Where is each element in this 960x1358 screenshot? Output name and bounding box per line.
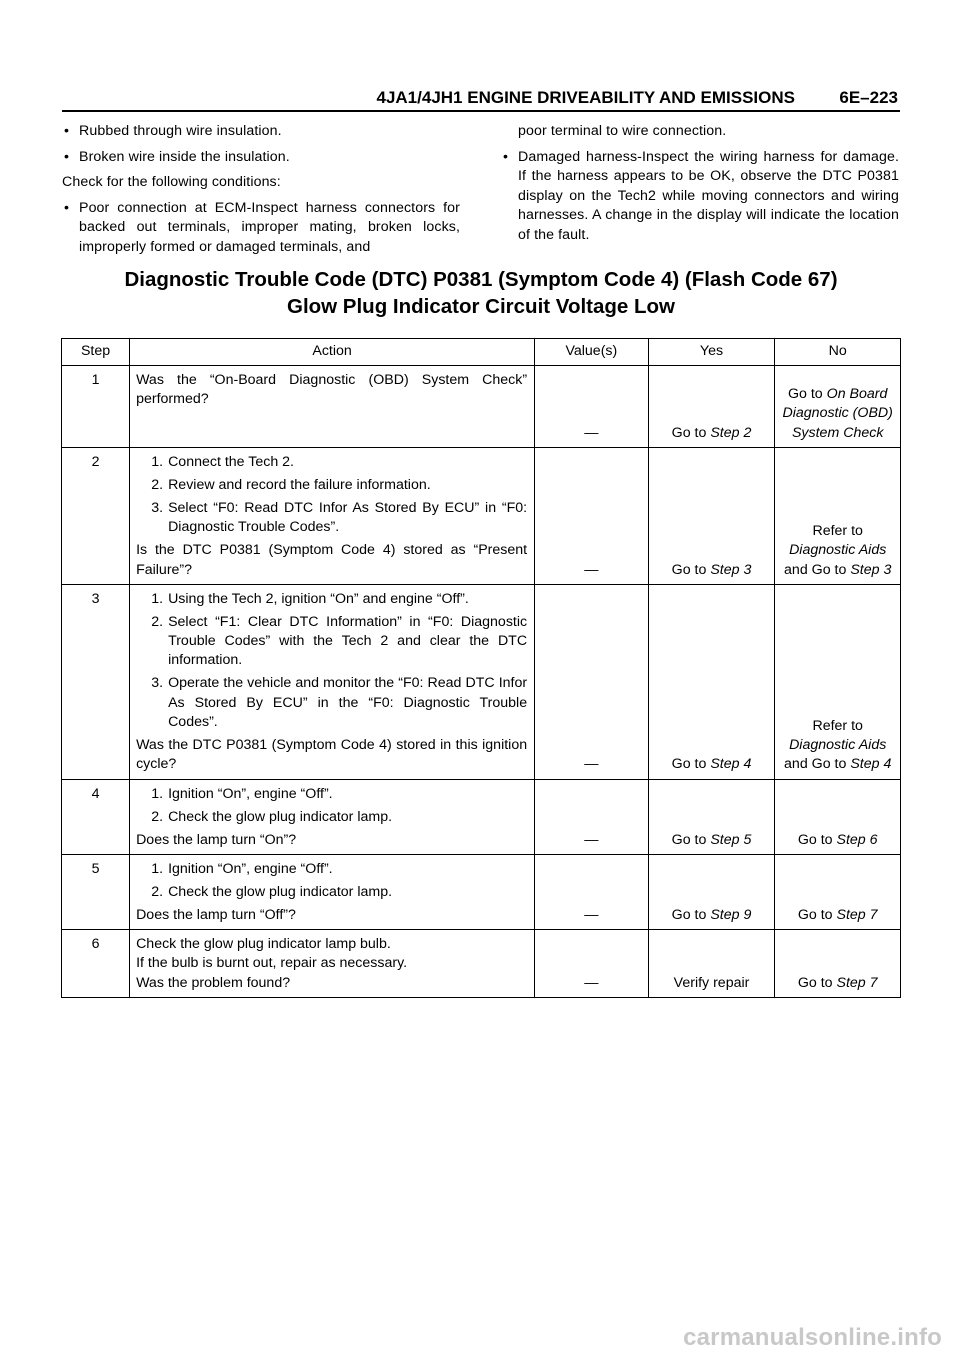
sub-step-number: 3.: [151, 675, 164, 692]
refer-text: Refer to: [812, 522, 863, 539]
sub-step-text: Select “F1: Clear DTC Information” in “F0: Diagnostic Trouble Codes” with the Tech 2 and clear the DTC information.: [168, 613, 528, 669]
action-question: Was the DTC P0381 (Symptom Code 4) stored in this ignition cycle?: [136, 736, 528, 773]
check-conditions-text: Check for the following conditions:: [62, 174, 281, 190]
yes-cell: [648, 854, 775, 929]
page-number: 6E–223: [839, 88, 898, 107]
intro-left-column: [62, 122, 460, 263]
bullet-item: • Poor connection at ECM-Inspect harness connectors for backed out terminals, improper mating, broken locks, improperly formed or damaged terminals, and: [62, 199, 460, 258]
no-step-ref: Step 7: [836, 906, 878, 923]
no-cell: [775, 854, 901, 929]
goto-text: Go to: [671, 831, 707, 848]
dtc-title-line-1: Diagnostic Trouble Code (DTC) P0381 (Symptom Code 4) (Flash Code 67): [124, 268, 838, 291]
no-cell: [775, 930, 901, 998]
step-number: 6: [62, 930, 130, 998]
no-cell: [775, 779, 901, 854]
header-yes: Yes: [648, 339, 775, 366]
sub-step: [136, 613, 527, 671]
refer-text: Refer to: [812, 717, 863, 734]
action-cell: [130, 779, 535, 854]
intro-right-column: [501, 122, 899, 251]
sub-step: [136, 883, 527, 902]
sub-step-number: 1.: [151, 860, 164, 877]
and-goto-text: and Go to: [784, 756, 847, 773]
no-step-ref: On Board Diagnostic (OBD) System Check: [782, 386, 893, 441]
yes-step-ref: Step 3: [710, 561, 752, 578]
bullet-item: • Broken wire inside the insulation.: [62, 148, 460, 168]
goto-text: Go to: [671, 906, 707, 923]
diagnostic-aids-ref: Diagnostic Aids: [789, 736, 887, 753]
sub-step-text: Connect the Tech 2.: [168, 454, 294, 470]
sub-step-text: Check the glow plug indicator lamp.: [168, 883, 393, 900]
action-question: Was the problem found?: [136, 974, 291, 991]
sub-step-number: 1.: [151, 785, 164, 802]
action-question: Is the DTC P0381 (Symptom Code 4) stored as “Present Failure”?: [136, 542, 528, 578]
goto-text: Go to: [797, 831, 833, 848]
action-line: Check the glow plug indicator lamp bulb.: [136, 936, 391, 953]
step-number: 2: [62, 448, 130, 585]
yes-step-ref: Step 9: [710, 906, 752, 923]
sub-step-number: 2.: [151, 613, 164, 630]
action-question: Does the lamp turn “On”?: [136, 831, 297, 848]
table-row: [62, 584, 901, 779]
and-goto-text: and Go to: [784, 561, 847, 578]
sub-step-text: Check the glow plug indicator lamp.: [168, 808, 393, 825]
goto-text: Go to: [671, 424, 707, 441]
sub-step: [136, 860, 527, 879]
no-step-ref: Step 4: [850, 756, 892, 773]
yes-step-ref: Step 4: [710, 756, 752, 773]
sub-step-number: 2.: [151, 883, 164, 900]
action-cell: [130, 584, 535, 779]
values-cell: —: [535, 448, 649, 585]
table-header-row: [62, 339, 901, 366]
values-cell: —: [535, 779, 649, 854]
goto-text: Go to: [788, 386, 823, 403]
sub-step: [136, 499, 527, 538]
watermark-text: carmanualsonline.info: [683, 1324, 942, 1351]
header-values: Value(s): [535, 339, 649, 366]
sub-step-number: 2.: [151, 808, 164, 825]
diagnostic-table: [61, 338, 901, 998]
values-cell: —: [535, 584, 649, 779]
sub-step-text: Review and record the failure information.: [168, 476, 431, 493]
table-row: [62, 448, 901, 585]
sub-step: [136, 674, 527, 732]
sub-step-text: Ignition “On”, engine “Off”.: [168, 785, 333, 802]
header-title: 4JA1/4JH1 ENGINE DRIVEABILITY AND EMISSIONS: [376, 88, 795, 107]
step-number: 1: [62, 366, 130, 448]
no-cell: [775, 448, 901, 585]
goto-text: Go to: [797, 906, 833, 923]
table-row: [62, 366, 901, 448]
no-step-ref: Step 6: [836, 831, 878, 848]
no-step-ref: Step 7: [836, 974, 878, 991]
table-row: [62, 779, 901, 854]
action-question: Was the “On-Board Diagnostic (OBD) System Check” performed?: [136, 372, 528, 408]
dtc-title: [62, 266, 900, 320]
sub-step-text: Ignition “On”, engine “Off”.: [168, 860, 333, 877]
yes-cell: [648, 448, 775, 585]
sub-step-text: Select “F0: Read DTC Infor As Stored By ECU” in “F0: Diagnostic Trouble Codes”.: [168, 499, 528, 536]
sub-step-number: 3.: [151, 499, 164, 516]
action-cell: [130, 854, 535, 929]
goto-text: Go to: [797, 974, 833, 991]
action-line: If the bulb is burnt out, repair as necessary.: [136, 955, 408, 972]
table-row: [62, 854, 901, 929]
values-cell: —: [535, 366, 649, 448]
sub-step: [136, 453, 527, 472]
goto-text: Go to: [671, 756, 707, 773]
action-question: Does the lamp turn “Off”?: [136, 906, 296, 923]
no-cell: [775, 366, 901, 448]
yes-step-ref: Step 2: [710, 424, 752, 441]
sub-step: [136, 476, 527, 495]
action-cell: [130, 448, 535, 585]
step-number: 5: [62, 854, 130, 929]
yes-step-ref: Step 5: [710, 831, 752, 848]
header-step: Step: [62, 339, 130, 366]
sub-step-number: 1.: [151, 454, 164, 470]
values-cell: —: [535, 854, 649, 929]
yes-cell: [648, 584, 775, 779]
page-header: [62, 88, 900, 112]
bullet-continuation: poor terminal to wire connection.: [518, 123, 727, 139]
no-cell: [775, 584, 901, 779]
bullet-item: • Damaged harness-Inspect the wiring harness for damage. If the harness appears to be OK, observe the DTC P0381 display on the Tech2 while moving connectors and wiring harnesses. A change in the display will indicate the location of the fault.: [501, 148, 899, 246]
sub-step-text: Operate the vehicle and monitor the “F0: Read DTC Infor As Stored By ECU” in the “F0: Diagnostic Trouble Codes”.: [168, 675, 528, 730]
no-step-ref: Step 3: [850, 561, 892, 578]
action-cell: [130, 366, 535, 448]
sub-step-text: Using the Tech 2, ignition “On” and engine “Off”.: [168, 590, 469, 607]
step-number: 3: [62, 584, 130, 779]
yes-cell: Verify repair: [648, 930, 775, 998]
step-number: 4: [62, 779, 130, 854]
dtc-title-line-2: Glow Plug Indicator Circuit Voltage Low: [287, 295, 675, 318]
yes-cell: [648, 779, 775, 854]
sub-step: [136, 785, 527, 804]
sub-step-number: 1.: [151, 590, 164, 607]
header-no: No: [775, 339, 901, 366]
action-cell: [130, 930, 535, 998]
values-cell: —: [535, 930, 649, 998]
bullet-item: • Rubbed through wire insulation.: [62, 122, 460, 142]
table-row: [62, 930, 901, 998]
sub-step: [136, 808, 527, 827]
yes-cell: [648, 366, 775, 448]
header-action: Action: [130, 339, 535, 366]
goto-text: Go to: [671, 561, 707, 578]
sub-step-number: 2.: [151, 476, 164, 493]
sub-step: [136, 590, 527, 609]
diagnostic-aids-ref: Diagnostic Aids: [789, 542, 887, 559]
